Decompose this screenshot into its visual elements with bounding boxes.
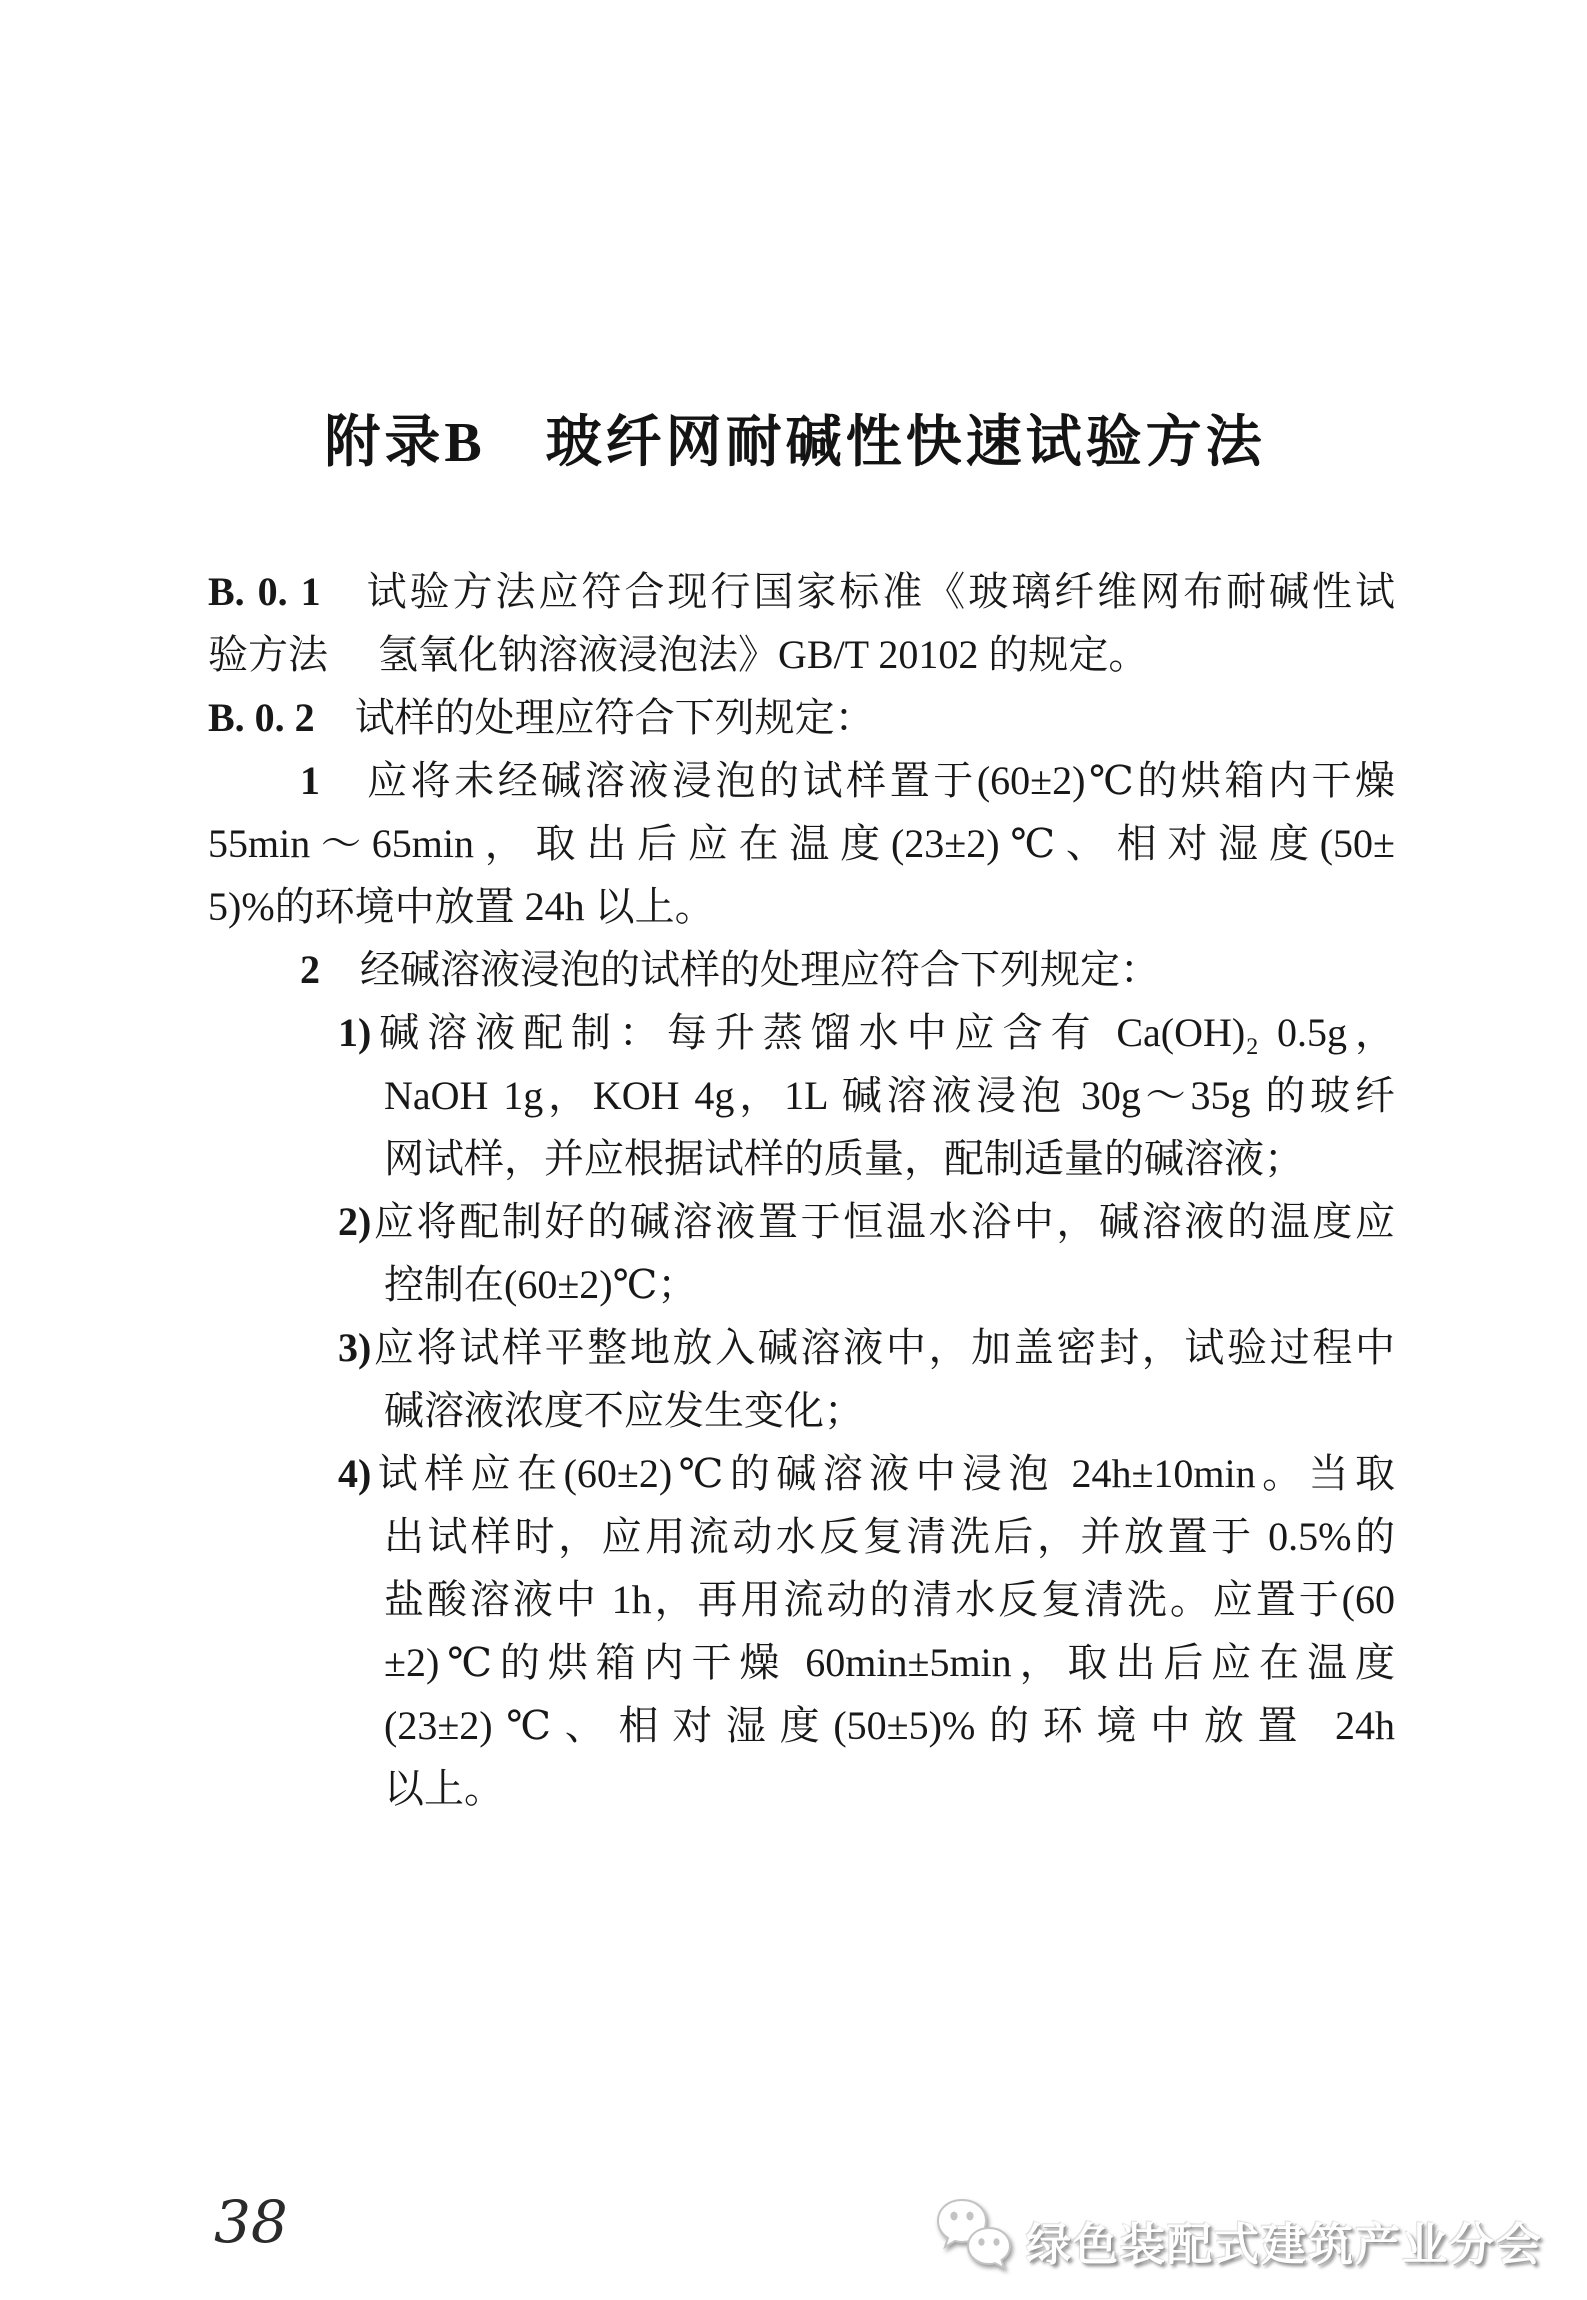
body-line: 验方法 氢氧化钠溶液浸泡法》GB/T 20102 的规定。 xyxy=(208,632,1149,677)
body-line: ±2)℃的烘箱内干燥 60min±5min，取出后应在温度 xyxy=(384,1640,1395,1685)
appendix-title: 附录B 玻纤网耐碱性快速试验方法 xyxy=(324,412,1266,474)
body-line: B. 0. 2 试样的处理应符合下列规定： xyxy=(208,695,875,740)
body-line: 出试样时，应用流动水反复清洗后，并放置于 0.5%的 xyxy=(384,1514,1395,1559)
document-body xyxy=(208,560,1395,1820)
body-line: 2)应将配制好的碱溶液置于恒温水浴中，碱溶液的温度应 xyxy=(338,1199,1395,1244)
body-line: B. 0. 1 试验方法应符合现行国家标准《玻璃纤维网布耐碱性试 xyxy=(208,569,1395,614)
line-number-label: 1) xyxy=(338,1010,372,1055)
body-line: 控制在(60±2)℃； xyxy=(384,1262,698,1307)
footer-brand-text: 绿色装配式建筑产业分会 xyxy=(1025,2218,1543,2270)
page-number: 38 xyxy=(214,2188,288,2256)
line-number-label: 3) xyxy=(338,1325,372,1370)
line-number-label: 2 xyxy=(300,947,360,992)
body-line: 网试样，并应根据试样的质量，配制适量的碱溶液； xyxy=(384,1136,1304,1181)
body-line: (23±2)℃、相对湿度(50±5)%的环境中放置 24h xyxy=(384,1703,1395,1748)
line-number-label: B. 0. 2 xyxy=(208,695,355,740)
body-line: 2 经碱溶液浸泡的试样的处理应符合下列规定： xyxy=(300,947,1160,992)
body-line: 以上。 xyxy=(384,1766,504,1811)
body-line: 碱溶液浓度不应发生变化； xyxy=(384,1388,864,1433)
footer-watermark xyxy=(936,2198,1543,2282)
body-line: 5)%的环境中放置 24h 以上。 xyxy=(208,884,715,929)
line-number-label: 1 xyxy=(300,758,368,803)
body-line: 55min～65min，取出后应在温度(23±2)℃、相对湿度(50± xyxy=(208,821,1395,866)
body-line: NaOH 1g，KOH 4g，1L 碱溶液浸泡 30g～35g 的玻纤 xyxy=(384,1073,1395,1118)
line-number-label: 2) xyxy=(338,1199,372,1244)
line-number-label: 4) xyxy=(338,1451,372,1496)
wechat-icon xyxy=(936,2198,1014,2282)
body-line: 盐酸溶液中 1h，再用流动的清水反复清洗。应置于(60 xyxy=(384,1577,1395,1622)
body-line: 1 应将未经碱溶液浸泡的试样置于(60±2)℃的烘箱内干燥 xyxy=(300,758,1396,803)
line-number-label: B. 0. 1 xyxy=(208,569,367,614)
body-line: 1)碱溶液配制：每升蒸馏水中应含有 Ca(OH)₂ 0.5g， xyxy=(338,1010,1395,1055)
body-line: 4)试样应在(60±2)℃的碱溶液中浸泡 24h±10min。当取 xyxy=(338,1451,1395,1496)
body-line: 3)应将试样平整地放入碱溶液中，加盖密封，试验过程中 xyxy=(338,1325,1395,1370)
